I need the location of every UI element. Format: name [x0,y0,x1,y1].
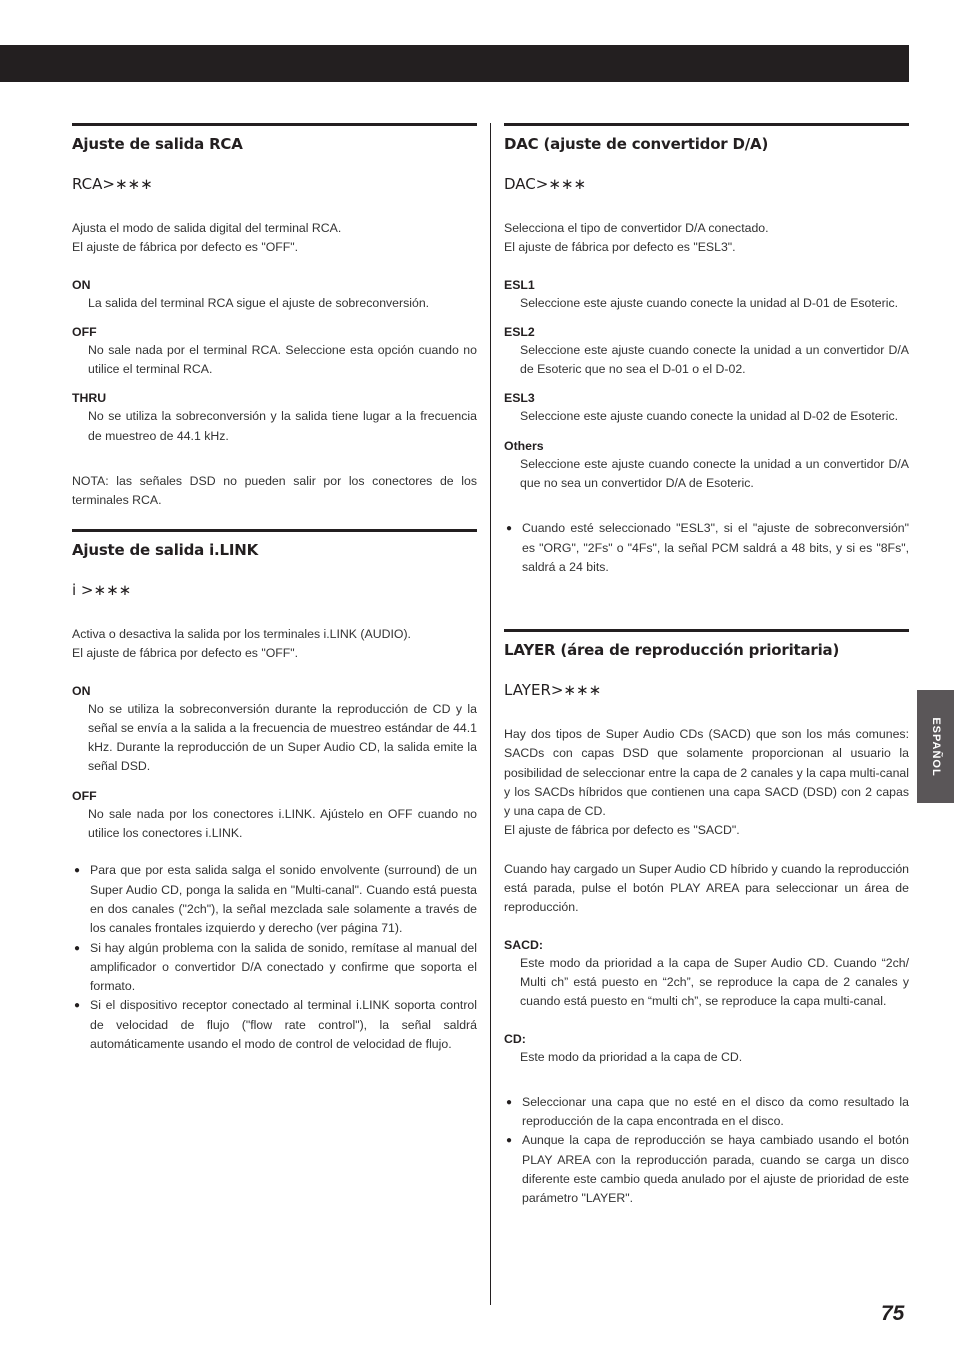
section-title: DAC (ajuste de convertidor D/A) [504,135,769,153]
option-description: No se utiliza la sobreconversión durante la reproducción de CD y la señal se envía a la salida a la frecuencia de muestreo estándar de 44.1 kHz. Durante la reproducción de un Super Audio CD, la salida emite la señal DSD. [88,701,477,774]
option-description: Este modo da prioridad a la capa de Super Audio CD. Cuando “2ch/ Multi ch” está puesto en “2ch”, se reproduce la capa de 2 canales y cuando está puesto en “multi ch”, se reproduce la capa multi-canal. [520,955,909,1009]
language-tab [917,690,954,803]
bullet-list [504,1093,909,1209]
bullet-item: ● Para que por esta salida salga el sonido envolvente (surround) de un Super Audio CD, ponga la salida en "Multi-canal". Cuando está puesta en dos canales ("2ch"), la señal mezclada sale solamente a través de los canales frontales izquierdo y derecho (ver página 71). [72,861,477,938]
intro-text: Ajusta el modo de salida digital del terminal RCA. [72,221,342,235]
page-number: 75 [881,1302,905,1325]
option-description: No sale nada por los conectores i.LINK. Ajústelo en OFF cuando no utilice los conectores i.LINK. [88,806,477,841]
default-text: El ajuste de fábrica por defecto es "OFF". [72,240,299,255]
bullet-item: ● Si el dispositivo receptor conectado al terminal i.LINK soporta control de velocidad de flujo ("flow rate control"), la señal saldrá automáticamente usando el modo de control de velocidad de flujo. [72,996,477,1054]
section-title: Ajuste de salida i.LINK [72,541,259,559]
option-description: Este modo da prioridad a la capa de CD. [520,1049,743,1064]
column-divider [490,123,491,1305]
default-text: El ajuste de fábrica por defecto es "OFF". [72,646,299,661]
display-code: i >∗∗∗ [72,581,132,599]
bullet-item: ● Aunque la capa de reproducción se haya cambiado usando el botón PLAY AREA con la reproducción parada, cuando se carga un disco diferente este cambio queda anulado por el ajuste de prioridad de este parámetro "LAYER". [504,1131,909,1208]
section-title: Ajuste de salida RCA [72,135,243,153]
usage-text: Cuando hay cargado un Super Audio CD híbrido y cuando la reproducción está parada, pulse el botón PLAY AREA para seleccionar un área de reproducción. [504,861,909,915]
section-title: LAYER (área de reproducción prioritaria) [504,641,840,659]
section-rca-output [72,123,477,511]
bullet-list [72,861,477,1054]
section-dac [504,123,909,577]
option-label: ESL2 [504,324,535,339]
option-description: Seleccione este ajuste cuando conecte la unidad al D-02 de Esoteric. [520,409,899,424]
section-ilink-output [72,529,477,1054]
option-label: THRU [72,391,107,406]
default-text: El ajuste de fábrica por defecto es "SACD". [504,823,740,838]
default-text: El ajuste de fábrica por defecto es "ESL3". [504,240,736,255]
option-description: Seleccione este ajuste cuando conecte la unidad a un convertidor D/A de Esoteric que no sea el D-01 o el D-02. [520,342,909,377]
language-tab-label: ESPAÑOL [929,716,942,777]
option-label: Others [504,438,544,453]
option-description: Seleccione este ajuste cuando conecte la unidad a un convertidor D/A que no sea un convertidor D/A de Esoteric. [520,456,909,491]
intro-text: Selecciona el tipo de convertidor D/A conectado. [504,221,769,235]
display-code: RCA>∗∗∗ [72,175,153,193]
display-code: DAC>∗∗∗ [504,175,587,193]
bullet-list [504,519,909,577]
option-label: OFF [72,324,97,339]
option-label: OFF [72,788,97,803]
bullet-item: ● Cuando esté seleccionado "ESL3", si el "ajuste de sobreconversión" es "ORG", "2Fs" o "4Fs", la señal PCM saldrá a 48 bits, y si es "8Fs", saldrá a 24 bits. [504,519,909,577]
option-label: CD: [504,1031,526,1046]
intro-text: Hay dos tipos de Super Audio CDs (SACD) que son los más comunes: SACDs con capas DSD que solamente proporcionan al usuario la posibilidad de seleccionar entre la capa de 2 canales y la capa multi-canal y los SACDs híbridos que contienen una capa SACD (DSD) con 2 capas y una capa de CD. [504,727,909,819]
option-label: ON [72,277,91,292]
option-description: No sale nada por el terminal RCA. Seleccione esta opción cuando no utilice el terminal RCA. [88,342,477,377]
option-label: ESL3 [504,391,535,406]
option-description: No se utiliza la sobreconversión y la salida tiene lugar a la frecuencia de muestreo de 44.1 kHz. [88,409,477,443]
bullet-item: ● Seleccionar una capa que no esté en el disco da como resultado la reproducción de la capa encontrada en el disco. [504,1093,909,1132]
note-text: NOTA: las señales DSD no pueden salir por los conectores de los terminales RCA. [72,474,477,508]
bullet-item: ● Si hay algún problema con la salida de sonido, remítase al manual del amplificador o convertidor D/A conectado y confirme que soporta el formato. [72,939,477,997]
option-label: ON [72,683,91,698]
option-label: ESL1 [504,277,535,292]
option-description: La salida del terminal RCA sigue el ajuste de sobreconversión. [88,295,430,310]
option-description: Seleccione este ajuste cuando conecte la unidad al D-01 de Esoteric. [520,295,899,310]
section-layer [504,629,909,1209]
header-bar [0,45,909,82]
intro-text: Activa o desactiva la salida por los terminales i.LINK (AUDIO). [72,627,411,641]
display-code: LAYER>∗∗∗ [504,681,602,699]
option-label: SACD: [504,937,543,952]
